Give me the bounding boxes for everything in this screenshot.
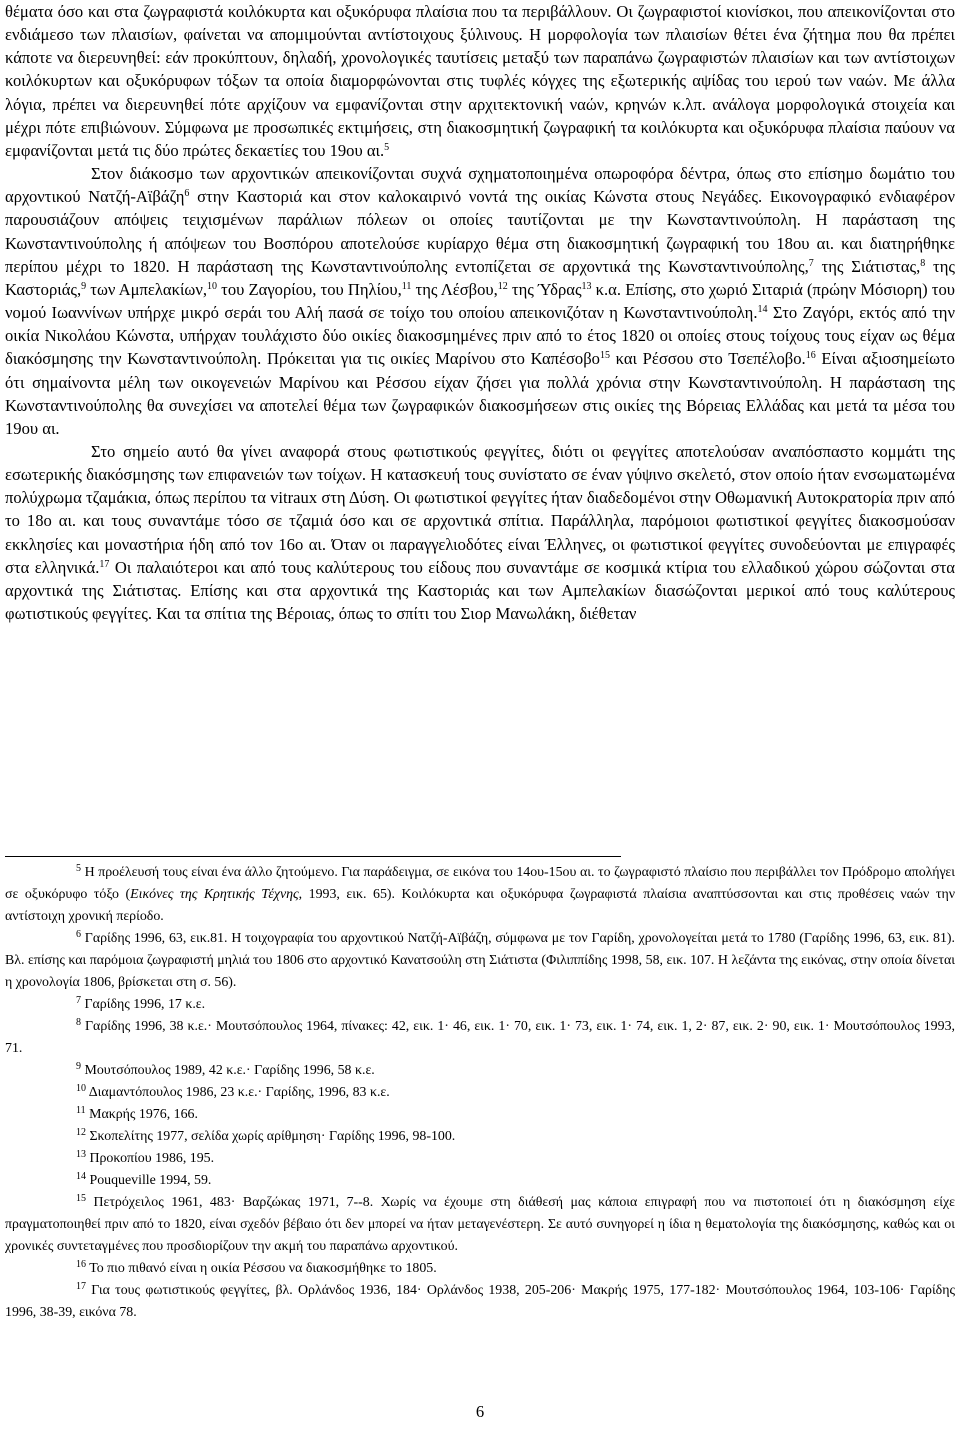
footnote-text: Γαρίδης 1996, 38 κ.ε.· Μουτσόπουλος 1964, πίνακες: 42, εικ. 1· 46, εικ. 1· 70, εικ. 1· 73, εικ. 1· 74, εικ. 1, 2· 87, εικ. 2· 90, εικ. 1· Μουτσόπουλος 1993, 71. — [5, 1019, 955, 1056]
footnote-reference[interactable]: 16 — [805, 350, 816, 362]
footnote-9 — [5, 1060, 955, 1082]
footnote-reference[interactable]: 11 — [401, 280, 412, 292]
footnote-number: 11 — [76, 1105, 86, 1116]
footnote-reference[interactable]: 12 — [497, 280, 508, 292]
footnote-text: Μουτσόπουλος 1989, 42 κ.ε.· Γαρίδης 1996, 58 κ.ε. — [81, 1063, 375, 1078]
body-text-run: Οι παλαιότεροι και από τους καλύτερους του είδους που συναντάμε σε κοσμικά κτίρια του ελλαδικού χώρου σώζονται στα αρχοντικά της Σιάτιστας. Επίσης και στα αρχοντικά της Καστοριάς και των Αμπελακίων διασώζονται μερικοί από τους καλύτερους φωτιστικούς φεγγίτες. Και τα σπίτια της Βέροιας, όπως το σπίτι του Σιορ Μανωλάκη, διέθεταν — [5, 557, 955, 624]
body-paragraph — [5, 162, 955, 440]
body-text-run: Στον διάκοσμο των αρχοντικών απεικονίζονται συχνά σχηματοποιημένα οπωροφόρα δέντρα, όπως στο επίσημο δωμάτιο του αρχοντικού Νατζή-Αϊβάζη — [5, 164, 955, 207]
footnote-text: Γαρίδης 1996, 17 κ.ε. — [81, 997, 206, 1012]
body-paragraph — [5, 440, 955, 625]
footnote-reference[interactable]: 9 — [81, 280, 87, 292]
footnote-8 — [5, 1016, 955, 1060]
body-text-run: στην Καστοριά και στον καλοκαιρινό νοντά της οικίας Κώνστα στους Νεγάδες. Εικονογραφικό ενδιαφέρον παρουσιάζουν απόψεις τειχισμένων παράλιων πόλεων οι οποίες ταυτίζονται με την Κωνσταντινούπολη. Η παράσταση της Κωνσταντινούπολης ή απόψεων του Βοσπόρου αποτελούσε κυρίαρχο θέμα στη διακοσμητική ζωγραφική του 18ου αι. και διατηρήθηκε περίπου μέχρι το 1820. Η παράσταση της Κωνσταντινούπολης εντοπίζεται σε αρχοντικά της Κωνσταντινούπολης, — [5, 187, 955, 276]
footnote-text: Γαρίδης 1996, 63, εικ.81. Η τοιχογραφία του αρχοντικού Νατζή-Αϊβάζη, σύμφωνα με τον Γαρίδη, χρονολογείται μετά το 1780 (Γαρίδης 1996, 63, εικ. 81). Βλ. επίσης και παρόμοια ζωγραφιστή μηλιά του 1806 στο αρχοντικό Κανατσούλη στη Σιάτιστα (Φιλιππίδης 1998, 58, εικ. 107. Η λεζάντα της εικόνας, στην οποία δίνεται η χρονολογία 1806, βρίσκεται στη σ. 56). — [5, 931, 955, 990]
footnote-7 — [5, 994, 955, 1016]
footnote-text: Πετρόχειλος 1961, 483· Βαρζώκας 1971, 7--8. Χωρίς να έχουμε στη διάθεσή μας κάποια επιγραφή που να πιστοποιεί ότι η διακόσμηση είχε πραγματοποιηθεί πριν από το 1820, είναι σχεδόν βέβαιο ότι δεν μπορεί να ήταν μεταγενέστερη. Σε αυτό συνηγορεί η ίδια η θεματολογία της διακόσμησης, καθώς και οι χρονικές συντεταγμένες που προσδιορίζουν την ακμή του παραπάνω αρχοντικού. — [5, 1195, 955, 1254]
footnote-16 — [5, 1258, 955, 1280]
body-text-run: Είναι αξιοσημείωτο ότι σημαίνοντα μέλη των οικογενειών Μαρίνου και Ρέσσου είχαν ζήσει για πολλά χρόνια στην Κωνσταντινούπολη. Η παράσταση της Κωνσταντινούπολης θα συνεχίσει να αποτελεί θέμα των ζωγραφικών διακοσμήσεων στις οικίες της Βόρειας Ελλάδας και μετά τα μέσα του 19ου αι. — [5, 349, 955, 438]
footnote-reference[interactable]: 10 — [207, 280, 218, 292]
body-text-run: του Ζαγορίου, του Πηλίου, — [217, 279, 402, 299]
footnote-text: Μακρής 1976, 166. — [85, 1107, 198, 1122]
footnote-separator — [5, 856, 621, 857]
footnote-14 — [5, 1170, 955, 1192]
footnote-number: 17 — [76, 1281, 86, 1292]
footnote-text: Η προέλευσή τους είναι ένα άλλο ζητούμενο. Για παράδειγμα, σε εικόνα του 14ου-15ου αι. το ζωγραφιστό πλαίσιο που περιβάλλει τον Πρόδρομο απολήγει σε οξυκόρυφο τόξο ( — [5, 865, 955, 902]
footnote-number: 9 — [76, 1061, 81, 1072]
footnote-number: 12 — [76, 1127, 86, 1138]
footnote-reference[interactable]: 13 — [581, 280, 592, 292]
footnote-number: 16 — [76, 1259, 86, 1270]
footnote-6 — [5, 928, 955, 994]
body-text-run: θέματα όσο και στα ζωγραφιστά κοιλόκυρτα και οξυκόρυφα πλαίσια που τα περιβάλλουν. Οι ζωγραφιστοί κιονίσκοι, που απεικονίζονται στο ενδιάμεσο των πλαισίων, φαίνεται να απομιμούνται αντίστοιχους ξύλινους. Η μορφολογία των πλαισίων θέτει ένα ζήτημα που θα πρέπει κάποτε να διερευνηθεί: εάν προκύπτουν, δηλαδή, χρονολογικές ταυτίσεις μεταξύ των παραπάνω ζωγραφιστών πλαισίων και των αντίστοιχων κοιλόκυρτων και οξυκόρυφων τόξων τα οποία διαμορφώνονται στις τυφλές κόγχες της εξωτερικής αψίδας του ιερού των ναών. Με άλλα λόγια, πρέπει να διερευνηθεί πότε αρχίζουν να εμφανίζονται στην αρχιτεκτονική ναών, κρηνών κ.λπ. ανάλογα μορφολογικά στοιχεία και μέχρι πότε επιβιώνουν. Σύμφωνα με προσωπικές εκτιμήσεις, στη διακοσμητική ζωγραφική τα κοιλόκυρτα και οξυκόρυφα πλαίσια παύουν να εμφανίζονται μετά τις δύο πρώτες δεκαετίες του 19ου αι. — [5, 2, 955, 160]
footnote-13 — [5, 1148, 955, 1170]
body-text-run: της Ύδρας — [507, 279, 582, 299]
footnotes — [5, 862, 955, 1324]
footnote-text: , 1993, εικ. 65). Κοιλόκυρτα και οξυκόρυφα ζωγραφιστά πλαίσια αναπτύσσονται και στις προθέσεις ναών την αντίστοιχη χρονική περίοδο. — [5, 887, 955, 924]
footnote-number: 5 — [76, 863, 81, 874]
body-text-run: των Αμπελακίων, — [86, 279, 208, 299]
footnote-reference[interactable]: 14 — [757, 304, 768, 316]
footnote-number: 7 — [76, 995, 81, 1006]
footnote-reference[interactable]: 7 — [808, 257, 814, 269]
footnote-10 — [5, 1082, 955, 1104]
body-text-run: κ.α. Επίσης, στο χωριό Σιταριά (πρώην Μόσιορη) του νομού Ιωαννίνων υπήρχε μικρό σεράι του Αλή πασά σε τοίχο του οποίου απεικονιζόταν η Κωνσταντινούπολη. — [5, 279, 955, 323]
footnote-reference[interactable]: 8 — [920, 257, 926, 269]
footnote-reference[interactable]: 15 — [599, 350, 610, 362]
footnote-italic-title: Εικόνες της Κρητικής Τέχνης — [130, 887, 299, 902]
footnote-text: Σκοπελίτης 1977, σελίδα χωρίς αρίθμηση· Γαρίδης 1996, 98-100. — [86, 1129, 456, 1144]
footnote-number: 6 — [76, 929, 81, 940]
body-text-run: Στο σημείο αυτό θα γίνει αναφορά στους φωτιστικούς φεγγίτες, διότι οι φεγγίτες αποτελούσαν αναπόσπαστο κομμάτι της εσωτερικής διακόσμησης των επιφανειών των τοίχων. Η κατασκευή τους συνίστατο σε έναν γύψινο σκελετό, στον οποίο ήταν ενσωματωμένα πολύχρωμα τζαμάκια, όπως περίπου τα vitraux στη Δύση. Οι φωτιστικοί φεγγίτες ήταν διαδεδομένοι στην Οθωμανική Αυτοκρατορία πριν από το 18ο αι. και τους συναντάμε τόσο σε τζαμιά όσο και σε αρχοντικά σπίτια. Παράλληλα, παρόμοιοι φωτιστικοί φεγγίτες διακοσμούσαν εκκλησίες και μοναστήρια ήδη από τον 16ο αι. Όταν οι παραγγελιοδότες είναι Έλληνες, οι φωτιστικοί φεγγίτες συνοδεύονται με επιγραφές στα ελληνικά. — [5, 441, 955, 577]
footnote-17 — [5, 1280, 955, 1324]
footnote-15 — [5, 1192, 955, 1258]
body-text-run: Στο Ζαγόρι, εκτός από την οικία Νικολάου Κώνστα, υπήρχαν τουλάχιστο δύο οικίες διακοσμημένες πριν από το έτος 1820 οι οποίες στους τοίχους τους είχαν ως θέμα διακόσμησης την Κωνσταντινούπολη. Πρόκειται για τις οικίες Μαρίνου στο Καπέσοβο — [5, 303, 955, 369]
footnote-reference[interactable]: 17 — [99, 558, 110, 570]
body-paragraph — [5, 0, 955, 162]
page-body — [5, 0, 955, 625]
body-text-run: και Ρέσσου στο Τσεπέλοβο. — [609, 349, 806, 369]
body-text-run: της Σιάτιστας, — [813, 256, 921, 276]
body-text-run: της Καστοριάς, — [5, 256, 955, 299]
footnote-reference[interactable]: 6 — [184, 188, 190, 200]
footnote-text: Προκοπίου 1986, 195. — [86, 1151, 215, 1166]
footnote-number: 10 — [76, 1083, 86, 1094]
footnote-number: 15 — [76, 1193, 86, 1204]
footnote-text: Pouqueville 1994, 59. — [86, 1173, 212, 1188]
footnote-text: Για τους φωτιστικούς φεγγίτες, βλ. Ορλάνδος 1936, 184· Ορλάνδος 1938, 205-206· Μακρής 1975, 177-182· Μουτσόπουλος 1964, 103-106· Γαρίδης 1996, 38-39, εικόνα 78. — [5, 1283, 955, 1320]
footnote-number: 8 — [76, 1017, 81, 1028]
main-text — [5, 0, 955, 625]
footnote-number: 13 — [76, 1149, 86, 1160]
footnote-5 — [5, 862, 955, 928]
page-number: 6 — [475, 1402, 485, 1421]
body-text-run: της Λέσβου, — [411, 279, 498, 299]
footnote-11 — [5, 1104, 955, 1126]
footnote-number: 14 — [76, 1171, 86, 1182]
footnote-12 — [5, 1126, 955, 1148]
footnote-reference[interactable]: 5 — [384, 141, 390, 153]
footnote-text: Το πιο πιθανό είναι η οικία Ρέσσου να διακοσμήθηκε το 1805. — [86, 1261, 437, 1276]
footnote-text: Διαμαντόπουλος 1986, 23 κ.ε.· Γαρίδης, 1996, 83 κ.ε. — [86, 1085, 390, 1100]
